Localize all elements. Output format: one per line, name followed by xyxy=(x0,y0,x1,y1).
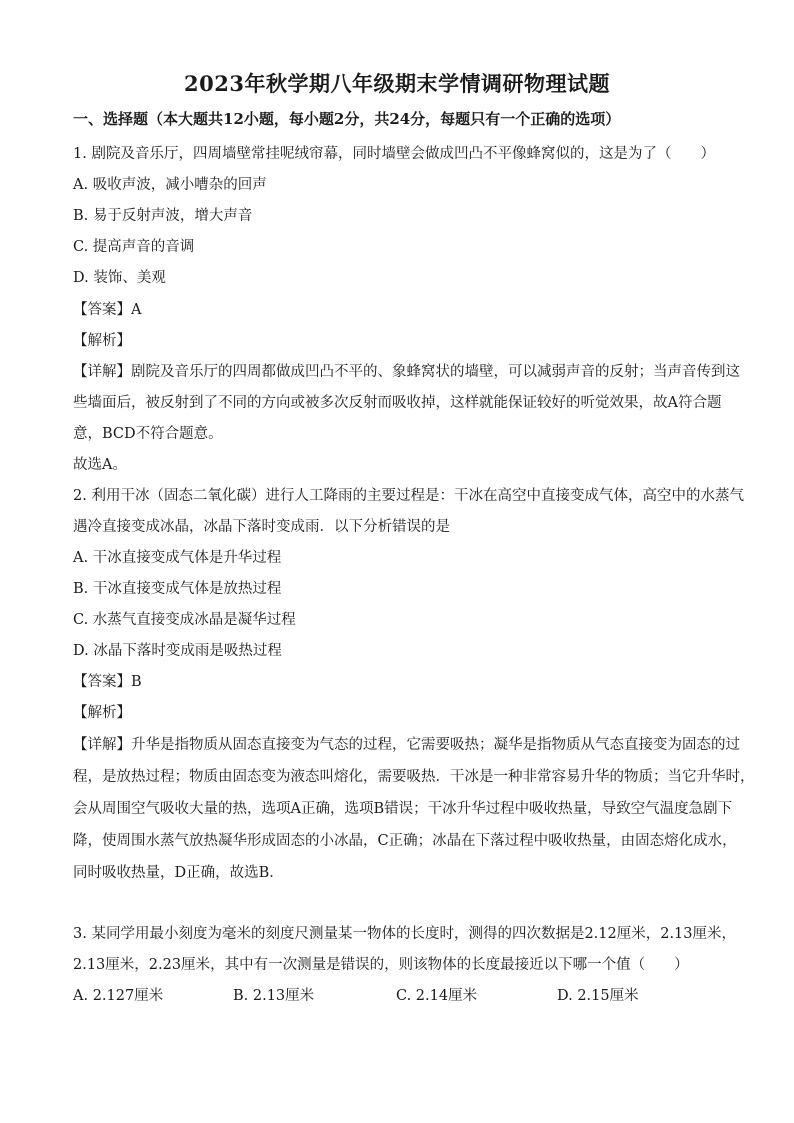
q3-option-d: D. 2.15厘米 xyxy=(557,988,639,1004)
q1-stem: 1. 剧院及音乐厅，四周墙壁常挂呢绒帘幕，同时墙壁会做成凹凸不平像蜂窝似的，这是为了（ ） xyxy=(73,146,715,162)
q1-detail-line-2: 些墙面后，被反射到了不同的方向或被多次反射而吸收掉，这样就能保证较好的听觉效果，故A符合题 xyxy=(73,395,722,411)
q1-option-d: D. 装饰、美观 xyxy=(73,270,166,286)
page-title: 2023年秋学期八年级期末学情调研物理试题 xyxy=(184,71,610,96)
q2-detail-line-3: 会从周围空气吸收大量的热，选项A正确，选项B错误；干冰升华过程中吸收热量，导致空气温度急剧下 xyxy=(73,801,733,817)
q2-option-a: A. 干冰直接变成气体是升华过程 xyxy=(73,550,282,566)
q1-option-c: C. 提高声音的音调 xyxy=(73,239,195,255)
q2-option-b: B. 干冰直接变成气体是放热过程 xyxy=(73,581,282,597)
q1-option-b: B. 易于反射声波，增大声音 xyxy=(73,208,253,224)
q1-answer: 【答案】A xyxy=(73,302,142,318)
q3-option-b: B. 2.13厘米 xyxy=(233,988,315,1004)
q2-detail-line-5: 同时吸收热量，D正确，故选B． xyxy=(73,865,284,881)
q2-answer: 【答案】B xyxy=(73,674,142,690)
q2-option-c: C. 水蒸气直接变成冰晶是凝华过程 xyxy=(73,612,296,628)
q2-detail-line-1: 【详解】升华是指物质从固态直接变为气态的过程，它需要吸热；凝华是指物质从气态直接变为固态的过 xyxy=(73,737,740,753)
q3-option-a: A. 2.127厘米 xyxy=(73,988,164,1004)
q2-stem-line-1: 2. 利用干冰（固态二氧化碳）进行人工降雨的主要过程是：干冰在高空中直接变成气体，高空中的水蒸气 xyxy=(73,488,744,504)
q2-detail-line-4: 降，使周围水蒸气放热凝华形成固态的小冰晶，C正确；冰晶在下落过程中吸收热量，由固态熔化成水， xyxy=(73,833,737,849)
section-heading: 一、选择题（本大题共12小题，每小题2分，共24分，每题只有一个正确的选项） xyxy=(73,110,621,128)
q2-detail-line-2: 程，是放热过程；物质由固态变为液态叫熔化，需要吸热．干冰是一种非常容易升华的物质；当它升华时， xyxy=(73,769,755,785)
q2-analysis-label: 【解析】 xyxy=(73,705,131,721)
q1-conclusion: 故选A。 xyxy=(73,457,127,473)
q3-option-c: C. 2.14厘米 xyxy=(396,988,478,1004)
q2-stem-line-2: 遇冷直接变成冰晶，冰晶下落时变成雨．以下分析错误的是 xyxy=(73,519,450,535)
q1-detail-line-1: 【详解】剧院及音乐厅的四周都做成凹凸不平的、象蜂窝状的墙壁，可以减弱声音的反射；当声音传到这 xyxy=(73,364,740,380)
q3-stem-line-2: 2.13厘米，2.23厘米，其中有一次测量是错误的，则该物体的长度最接近以下哪一个值（ ） xyxy=(73,957,689,973)
q1-option-a: A. 吸收声波，减小嘈杂的回声 xyxy=(73,177,267,193)
q2-option-d: D. 冰晶下落时变成雨是吸热过程 xyxy=(73,643,282,659)
q1-analysis-label: 【解析】 xyxy=(73,333,131,349)
q3-stem-line-1: 3. 某同学用最小刻度为毫米的刻度尺测量某一物体的长度时，测得的四次数据是2.12厘米，2.13厘米， xyxy=(73,926,737,942)
q1-detail-line-3: 意，BCD不符合题意。 xyxy=(73,426,223,442)
